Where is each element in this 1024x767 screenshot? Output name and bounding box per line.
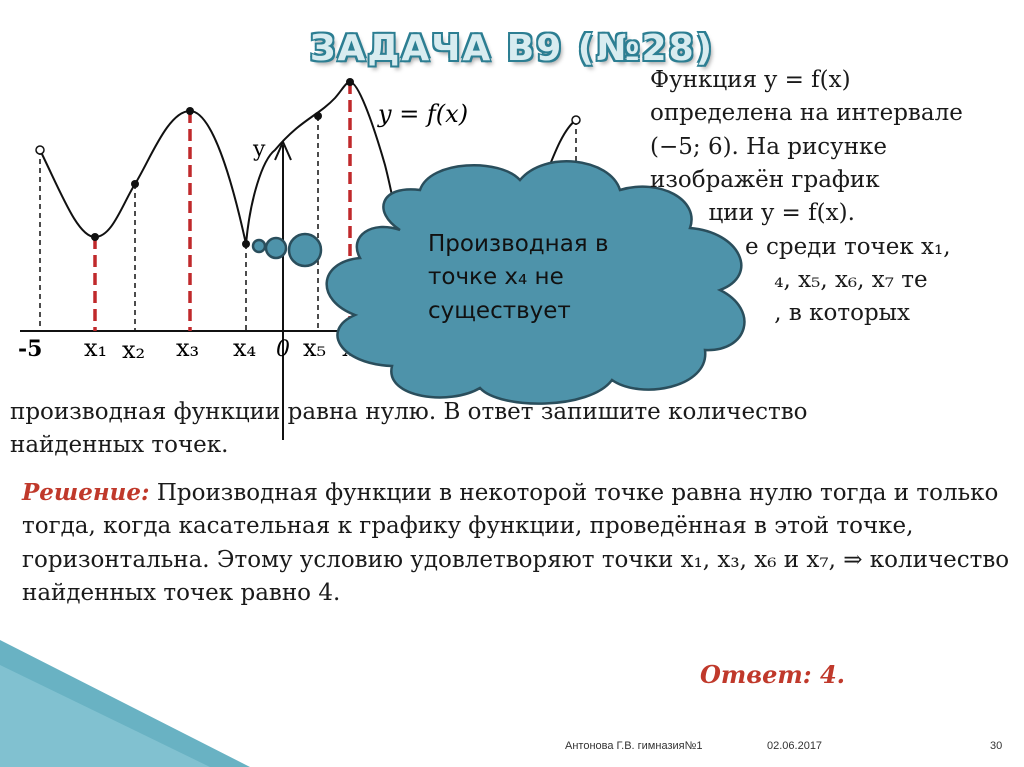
function-label: y = f(x) — [378, 100, 469, 128]
solution-text: Производная функции в некоторой точке равна нулю тогда и только тогда, когда касательная к графику функции, проведённая в этой точке, горизонтальна. Этому условию удовлетворяют точки x₁, x₃, x₆ и x₇, ⇒ количество найденных точек равно 4. — [22, 480, 1010, 607]
problem-text-bottom: производная функции равна нулю. В ответ запишите количество найденных точек. — [10, 399, 808, 459]
tangent-points-guides — [95, 82, 350, 331]
solution-label: Решение: — [22, 479, 150, 506]
answer: Ответ: 4. — [700, 660, 845, 689]
right-open-endpoint — [572, 116, 580, 124]
graph-points — [91, 78, 354, 248]
page-number: 30 — [990, 740, 1003, 752]
point-label-x3: x₃ — [176, 334, 200, 362]
left-end-label: -5 — [18, 336, 43, 362]
left-open-endpoint — [36, 146, 44, 154]
function-curve — [40, 82, 402, 244]
point-label-x1: x₁ — [84, 334, 108, 362]
footer-date: 02.06.2017 — [767, 740, 823, 752]
y-axis-label: y — [253, 137, 266, 162]
problem-text-right: Функция y = f(x) определена на интервале (−5; 6). На рисунке изображён график ции y = f(x). е среди точек x₁, ₄, x₅, x₆, x₇ те , в которых — [650, 67, 963, 327]
solution-block — [22, 476, 1012, 610]
point-label-x5: x₅ — [303, 334, 327, 362]
point-label-x2: x₂ — [122, 336, 146, 364]
origin-label: 0 — [276, 337, 290, 362]
callout-text: Производная в точке x₄ не существует — [428, 231, 609, 324]
slide-title: ЗАДАЧА В9 (№28) — [309, 28, 715, 69]
point-label-x4: x₄ — [233, 334, 257, 362]
footer-author: Антонова Г.В. гимназия№1 — [565, 740, 703, 752]
